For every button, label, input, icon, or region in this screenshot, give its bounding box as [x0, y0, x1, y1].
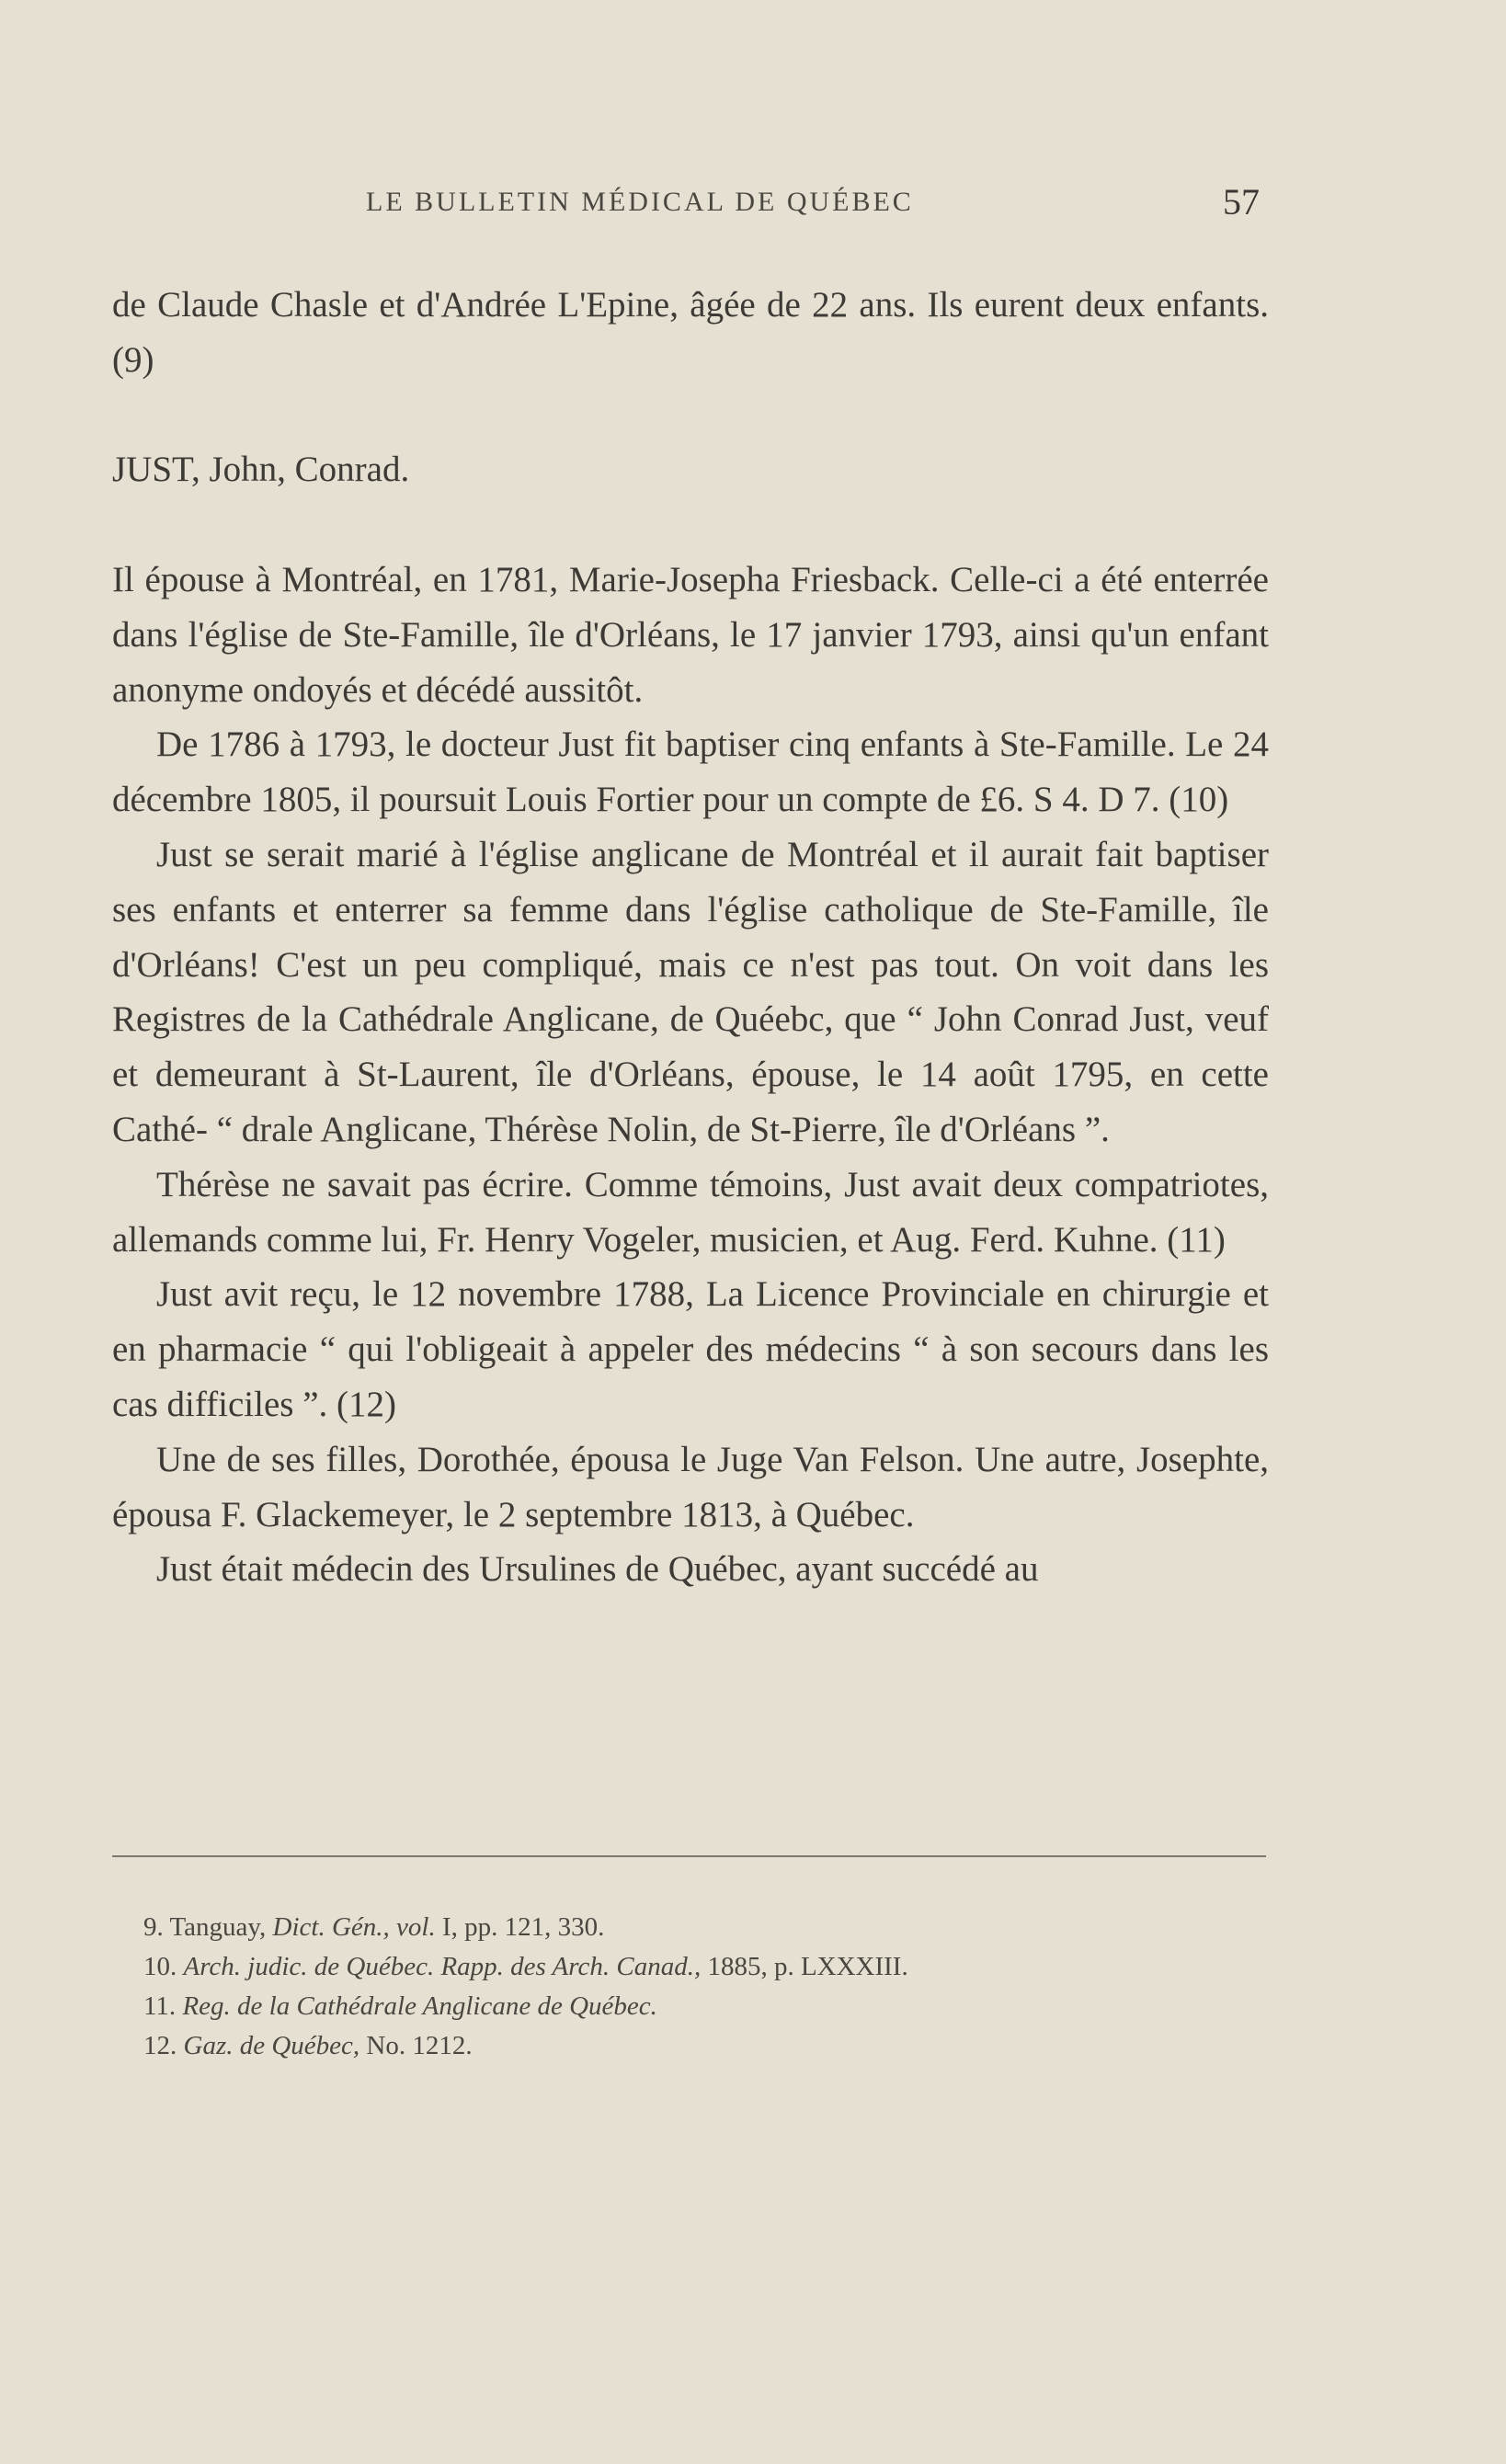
- footnotes: [143, 1908, 1247, 2066]
- footnote-text: Tanguay,: [169, 1912, 273, 1942]
- footnote-number: 9.: [143, 1912, 164, 1942]
- paragraph-continuation: de Claude Chasle et d'Andrée L'Epine, âgée de 22 ans. Ils eurent deux enfants. (9): [112, 285, 1269, 380]
- footnote: [143, 1908, 1247, 1947]
- paragraph: Thérèse ne savait pas écrire. Comme témoins, Just avait deux compatriotes, allemands comme lui, Fr. Henry Vogeler, musicien, et Aug. Ferd. Kuhne. (11): [112, 1164, 1269, 1260]
- paragraph: Il épouse à Montréal, en 1781, Marie-Josepha Friesback. Celle-ci a été enterrée dans l'église de Ste-Famille, île d'Orléans, le 17 janvier 1793, ainsi qu'un enfant anonyme ondoyés et décédé aussitôt.: [112, 559, 1269, 710]
- footnote-number: 10.: [143, 1952, 177, 1981]
- footnote: [143, 2026, 1247, 2066]
- paragraph: De 1786 à 1793, le docteur Just fit baptiser cinq enfants à Ste-Famille. Le 24 décembre 1805, il poursuit Louis Fortier pour un compte de £6. S 4. D 7. (10): [112, 724, 1269, 820]
- footnote: [143, 1987, 1247, 2026]
- paragraph: Just était médecin des Ursulines de Québec, ayant succédé au: [156, 1549, 1039, 1590]
- footnote-title: Dict. Gén., vol.: [272, 1912, 436, 1942]
- footnote-rule: [112, 1855, 1266, 1857]
- body-text: [112, 278, 1269, 1597]
- footnote-title: Gaz. de Québec,: [183, 2031, 360, 2060]
- page-number: 57: [1223, 181, 1260, 222]
- footnote-title: Reg. de la Cathédrale Anglicane de Québec.: [182, 1991, 657, 2021]
- footnote-text: I, pp. 121, 330.: [435, 1912, 605, 1942]
- paragraph: Just avit reçu, le 12 novembre 1788, La Licence Provinciale en chirurgie et en pharmacie “ qui l'obligeait à appeler des médecins “ à son secours dans les cas difficiles ”. (12): [112, 1274, 1269, 1424]
- footnote: [143, 1947, 1247, 1987]
- footnote-text: No. 1212.: [359, 2031, 473, 2060]
- footnote-text: 1885, p. LXXXIII.: [701, 1952, 908, 1981]
- running-head: LE BULLETIN MÉDICAL DE QUÉBEC: [366, 187, 914, 217]
- footnote-number: 12.: [143, 2031, 177, 2060]
- paragraph: Une de ses filles, Dorothée, épousa le Juge Van Felson. Une autre, Josephte, épousa F. Glackemeyer, le 2 septembre 1813, à Québec.: [112, 1439, 1269, 1534]
- footnote-number: 11.: [143, 1991, 177, 2021]
- footnote-title: Arch. judic. de Québec. Rapp. des Arch. Canad.,: [183, 1952, 702, 1981]
- paragraph: Just se serait marié à l'église anglicane de Montréal et il aurait fait baptiser ses enfants et enterrer sa femme dans l'église catholique de Ste-Famille, île d'Orléans! C'est un peu compliqué, mais ce n'est pas tout. On voit dans les Registres de la Cathédrale Anglicane, de Quéebc, que “ John Conrad Just, veuf et demeurant à St-Laurent, île d'Orléans, épouse, le 14 août 1795, en cette Cathé- “ drale Anglicane, Thérèse Nolin, de St-Pierre, île d'Orléans ”.: [112, 834, 1269, 1149]
- entry-heading: JUST, John, Conrad.: [112, 450, 410, 490]
